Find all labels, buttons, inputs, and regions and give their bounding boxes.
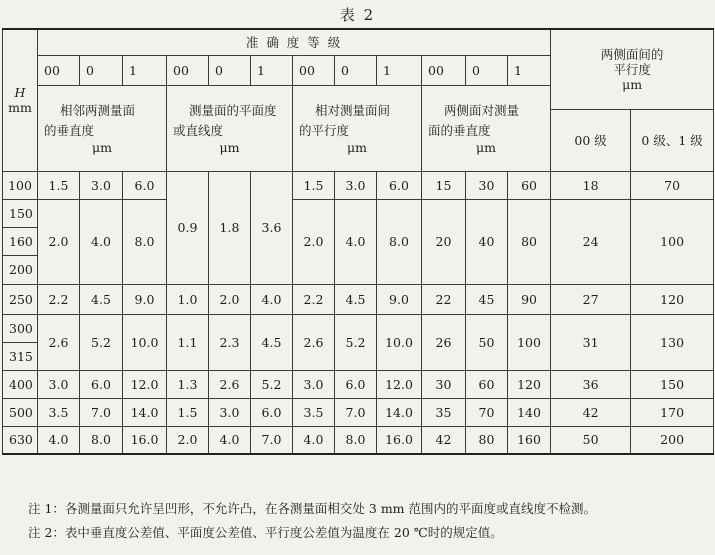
side-value: 18 — [551, 171, 631, 199]
g4-value: 140 — [508, 398, 551, 426]
g4-value: 100 — [508, 314, 551, 370]
table-row — [3, 284, 714, 314]
side-value: 130 — [631, 314, 714, 370]
h-value: 250 — [3, 284, 38, 314]
side-value: 100 — [631, 199, 714, 284]
g3-value: 1.5 — [293, 171, 335, 199]
g4-value: 15 — [422, 171, 466, 199]
side-parallel-line2: 平行度 — [613, 61, 651, 77]
h-unit: mm — [8, 100, 32, 116]
g1-value: 6.0 — [123, 171, 167, 199]
g1-value: 7.0 — [80, 398, 123, 426]
side-parallel-unit: μm — [622, 76, 643, 92]
group2-header — [167, 85, 293, 171]
group4-header — [422, 85, 551, 171]
side-value: 70 — [631, 171, 714, 199]
g2-value: 0.9 — [167, 171, 209, 284]
g1-value: 3.0 — [80, 171, 123, 199]
g1-value: 8.0 — [123, 199, 167, 284]
g4-value: 70 — [466, 398, 508, 426]
g2-value: 1.0 — [167, 284, 209, 314]
g1-value: 3.0 — [38, 370, 80, 398]
g3-value: 5.2 — [335, 314, 377, 370]
g1-value: 1.5 — [38, 171, 80, 199]
g1-value: 2.2 — [38, 284, 80, 314]
g3-value: 4.5 — [335, 284, 377, 314]
g2-value: 2.0 — [209, 284, 251, 314]
g3-value: 4.0 — [335, 199, 377, 284]
g2-value: 1.8 — [209, 171, 251, 284]
table-row — [3, 370, 714, 398]
g2-value: 6.0 — [251, 398, 293, 426]
g2-value: 4.5 — [251, 314, 293, 370]
grade-cell: 00 — [167, 55, 209, 85]
g2-value: 4.0 — [209, 426, 251, 454]
g1-value: 10.0 — [123, 314, 167, 370]
grade-cell: 00 — [293, 55, 335, 85]
group3-header — [293, 85, 422, 171]
g2-value: 2.6 — [209, 370, 251, 398]
g4-value: 80 — [508, 199, 551, 284]
g2-value: 1.3 — [167, 370, 209, 398]
side-parallel-header — [551, 29, 714, 109]
table-notes — [28, 497, 596, 545]
g3-value: 6.0 — [377, 171, 422, 199]
g3-value: 10.0 — [377, 314, 422, 370]
g1-value: 4.0 — [38, 426, 80, 454]
g4-value: 60 — [508, 171, 551, 199]
side-value: 42 — [551, 398, 631, 426]
g3-value: 6.0 — [335, 370, 377, 398]
g3-value: 3.5 — [293, 398, 335, 426]
g1-value: 16.0 — [123, 426, 167, 454]
g1-value: 9.0 — [123, 284, 167, 314]
h-value: 300 — [3, 314, 38, 342]
side-value: 24 — [551, 199, 631, 284]
g1-value: 4.5 — [80, 284, 123, 314]
g3-value: 2.6 — [293, 314, 335, 370]
g2-value: 7.0 — [251, 426, 293, 454]
g4-value: 60 — [466, 370, 508, 398]
g3-value: 4.0 — [293, 426, 335, 454]
side-value: 31 — [551, 314, 631, 370]
h-value: 100 — [3, 171, 38, 199]
note-1: 注 1：各测量面只允许呈凹形，不允许凸，在各测量面相交处 3 mm 范围内的平面度或直线度不检测。 — [28, 501, 597, 516]
table-row — [3, 426, 714, 454]
group1-header — [38, 85, 167, 171]
group4-unit: μm — [476, 139, 497, 155]
g4-value: 42 — [422, 426, 466, 454]
side-grade-a-header: 00 级 — [551, 109, 631, 171]
g4-value: 20 — [422, 199, 466, 284]
g2-value: 4.0 — [251, 284, 293, 314]
g1-value: 14.0 — [123, 398, 167, 426]
g3-value: 8.0 — [335, 426, 377, 454]
g4-value: 35 — [422, 398, 466, 426]
h-label: H — [14, 85, 26, 101]
g4-value: 120 — [508, 370, 551, 398]
g4-value: 90 — [508, 284, 551, 314]
g3-value: 3.0 — [293, 370, 335, 398]
group1-line2: 的垂直度 — [44, 122, 95, 138]
h-value: 400 — [3, 370, 38, 398]
h-value: 150 — [3, 199, 38, 227]
grade-cell: 1 — [377, 55, 422, 85]
side-parallel-line1: 两侧面间的 — [600, 46, 664, 62]
g3-value: 12.0 — [377, 370, 422, 398]
g3-value: 2.2 — [293, 284, 335, 314]
g4-value: 22 — [422, 284, 466, 314]
group3-line2: 的平行度 — [299, 122, 350, 138]
side-value: 170 — [631, 398, 714, 426]
g4-value: 80 — [466, 426, 508, 454]
h-value: 200 — [3, 255, 38, 284]
g4-value: 160 — [508, 426, 551, 454]
grade-cell: 1 — [123, 55, 167, 85]
g3-value: 14.0 — [377, 398, 422, 426]
g2-value: 2.0 — [167, 426, 209, 454]
group2-unit: μm — [219, 139, 240, 155]
h-value: 630 — [3, 426, 38, 454]
side-value: 27 — [551, 284, 631, 314]
group4-line2: 面的垂直度 — [428, 122, 491, 138]
note-2: 注 2：表中垂直度公差值、平面度公差值、平行度公差值为温度在 20 ℃时的规定值。 — [28, 525, 503, 540]
grade-cell: 0 — [335, 55, 377, 85]
h-value: 500 — [3, 398, 38, 426]
side-value: 50 — [551, 426, 631, 454]
table-row — [3, 171, 714, 199]
side-value: 150 — [631, 370, 714, 398]
table-row — [3, 199, 714, 227]
group1-unit: μm — [92, 139, 112, 155]
g1-value: 8.0 — [80, 426, 123, 454]
g3-value: 7.0 — [335, 398, 377, 426]
g3-value: 9.0 — [377, 284, 422, 314]
g3-value: 3.0 — [335, 171, 377, 199]
g4-value: 30 — [466, 171, 508, 199]
side-value: 120 — [631, 284, 714, 314]
table-row — [3, 314, 714, 342]
side-grade-b-header: 0 级、1 级 — [631, 109, 714, 171]
table-row — [3, 398, 714, 426]
grade-cell: 0 — [209, 55, 251, 85]
g3-value: 2.0 — [293, 199, 335, 284]
grade-cell: 1 — [251, 55, 293, 85]
grade-cell: 0 — [466, 55, 508, 85]
g1-value: 2.0 — [38, 199, 80, 284]
group1-line1: 相邻两测量面 — [60, 103, 136, 119]
g1-value: 6.0 — [80, 370, 123, 398]
g2-value: 5.2 — [251, 370, 293, 398]
h-value: 160 — [3, 227, 38, 255]
group2-line1: 测量面的平面度 — [189, 103, 277, 119]
g1-value: 5.2 — [80, 314, 123, 370]
g3-value: 16.0 — [377, 426, 422, 454]
g4-value: 50 — [466, 314, 508, 370]
group2-line2: 或直线度 — [173, 122, 224, 138]
header-row-accuracy — [3, 29, 714, 55]
grade-cell: 00 — [422, 55, 466, 85]
grade-cell: 1 — [508, 55, 551, 85]
h-value: 315 — [3, 342, 38, 370]
g1-value: 3.5 — [38, 398, 80, 426]
g2-value: 1.1 — [167, 314, 209, 370]
table-title: 表 2 — [339, 6, 376, 24]
g2-value: 2.3 — [209, 314, 251, 370]
g2-value: 3.6 — [251, 171, 293, 284]
g4-value: 40 — [466, 199, 508, 284]
group4-line1: 两侧面对测量 — [444, 103, 520, 119]
tolerance-table — [2, 28, 714, 455]
g3-value: 8.0 — [377, 199, 422, 284]
side-value: 200 — [631, 426, 714, 454]
g1-value: 4.0 — [80, 199, 123, 284]
side-value: 36 — [551, 370, 631, 398]
g2-value: 1.5 — [167, 398, 209, 426]
grade-cell: 00 — [38, 55, 80, 85]
grade-cell: 0 — [80, 55, 123, 85]
g1-value: 2.6 — [38, 314, 80, 370]
g4-value: 45 — [466, 284, 508, 314]
g2-value: 3.0 — [209, 398, 251, 426]
g1-value: 12.0 — [123, 370, 167, 398]
group3-unit: μm — [347, 139, 367, 155]
accuracy-grade-header: 准 确 度 等 级 — [38, 29, 551, 55]
g4-value: 26 — [422, 314, 466, 370]
g4-value: 30 — [422, 370, 466, 398]
h-header-cell — [3, 29, 38, 171]
group3-line1: 相对测量面间 — [315, 103, 391, 119]
